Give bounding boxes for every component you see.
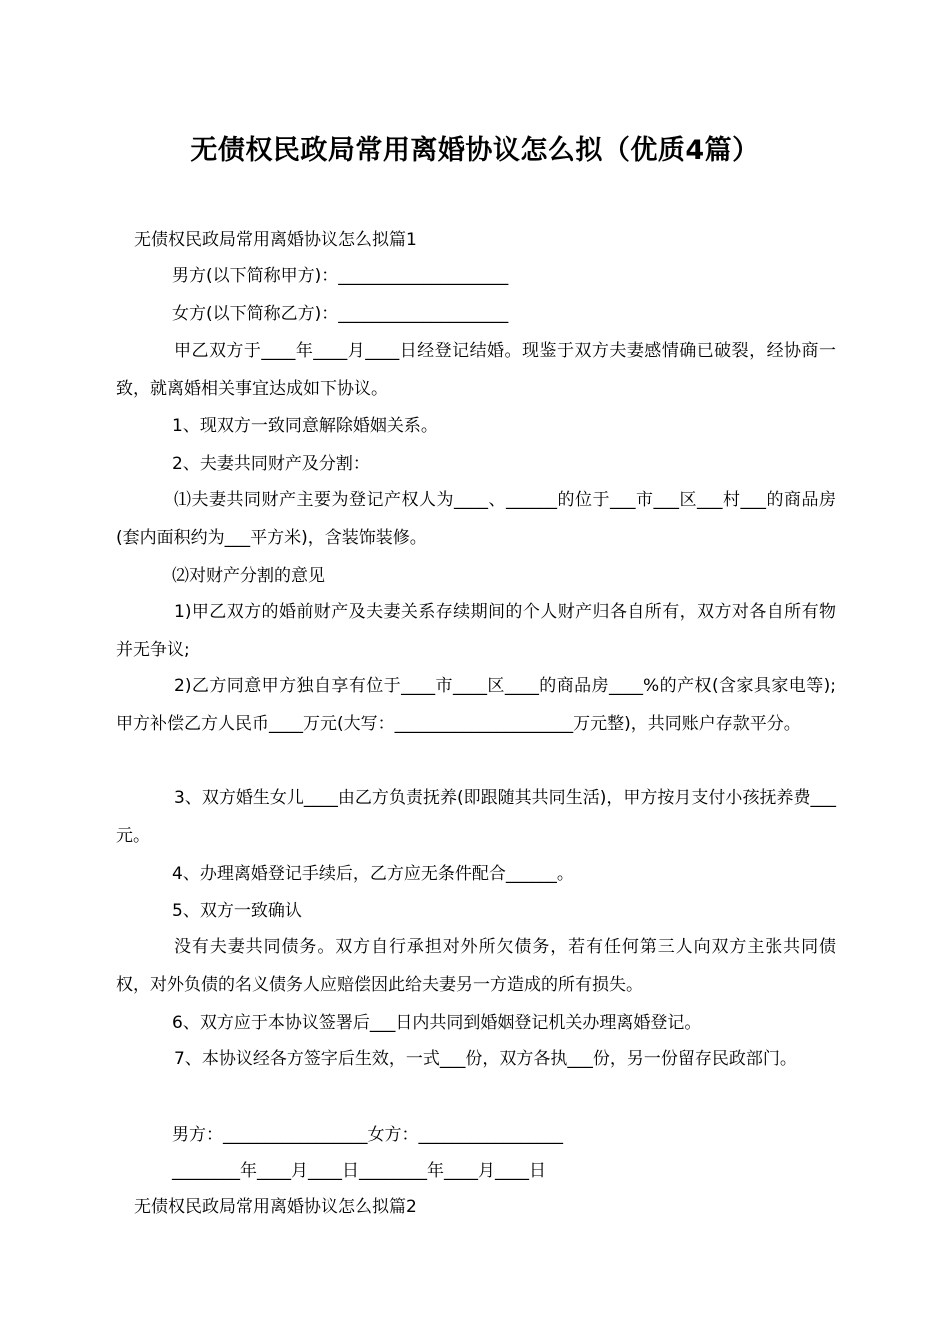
item-5-paragraph: 没有夫妻共同债务。双方自行承担对外所欠债务，若有任何第三人向双方主张共同债权，对外负债的名义债务人应赔偿因此给夫妻另一方造成的所有损失。 bbox=[116, 937, 836, 995]
party-female-line: 女方(以下简称乙方)：____________________ bbox=[172, 304, 509, 324]
item-6: 6、双方应于本协议签署后___日内共同到婚姻登记机关办理离婚登记。 bbox=[172, 1013, 702, 1033]
item-2-1-paragraph: ⑴夫妻共同财产主要为登记产权人为____、______的位于___市___区___村___的商品房(套内面积约为___平方米)，含装饰装修。 bbox=[116, 490, 836, 548]
item-2-2-2-paragraph: 2)乙方同意甲方独自享有位于____市____区____的商品房____%的产权(含家具家电等);甲方补偿乙方人民币____万元(大写：_____________________万元整)，共同账户存款平分。 bbox=[116, 676, 836, 734]
signature-date-line: ________年____月____日________年____月____日 bbox=[172, 1161, 546, 1181]
item-2-2: ⑵对财产分割的意见 bbox=[172, 566, 325, 586]
item-5: 5、双方一致确认 bbox=[172, 901, 302, 921]
section-heading-2: 无债权民政局常用离婚协议怎么拟篇2 bbox=[134, 1197, 417, 1217]
item-2-2-1-paragraph: 1)甲乙双方的婚前财产及夫妻关系存续期间的个人财产归各自所有，双方对各自所有物并无争议; bbox=[116, 602, 836, 660]
item-1: 1、现双方一致同意解除婚姻关系。 bbox=[172, 416, 438, 436]
item-4: 4、办理离婚登记手续后，乙方应无条件配合______。 bbox=[172, 864, 574, 884]
item-7-paragraph: 7、本协议经各方签字后生效，一式___份，双方各执___份，另一份留存民政部门。 bbox=[174, 1049, 797, 1069]
intro-paragraph: 甲乙双方于____年____月____日经登记结婚。现鉴于双方夫妻感情确已破裂，经协商一致，就离婚相关事宜达成如下协议。 bbox=[116, 341, 836, 399]
signature-line: 男方：_________________女方：_________________ bbox=[172, 1125, 563, 1145]
page-title: 无债权民政局常用离婚协议怎么拟（优质4篇） bbox=[190, 135, 760, 166]
item-3-paragraph: 3、双方婚生女儿____由乙方负责抚养(即跟随其共同生活)，甲方按月支付小孩抚养费___元。 bbox=[116, 788, 836, 846]
item-2: 2、夫妻共同财产及分割： bbox=[172, 454, 370, 474]
section-heading: 无债权民政局常用离婚协议怎么拟篇1 bbox=[134, 230, 417, 250]
party-male-line: 男方(以下简称甲方)：____________________ bbox=[172, 266, 509, 286]
